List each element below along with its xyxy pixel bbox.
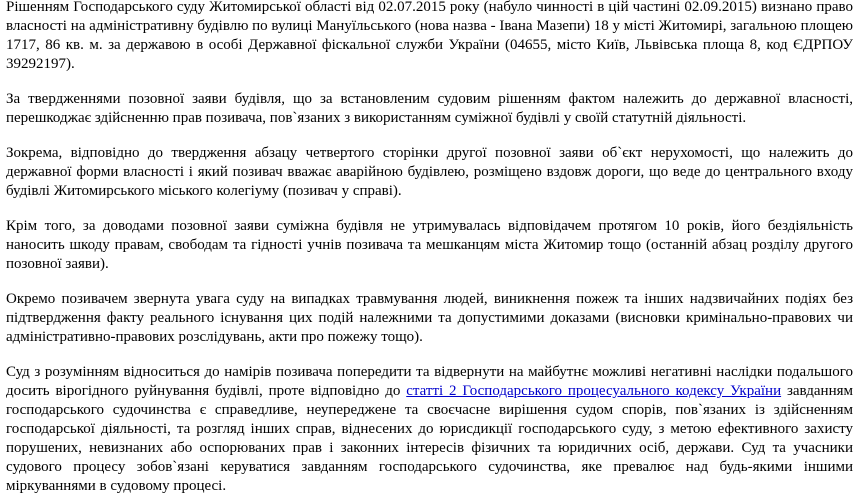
paragraph-6 [6,363,853,496]
paragraph-3: Зокрема, відповідно до твердження абзацу четвертого сторінки другої позовної заяви об`єкт нерухомості, що належить до державної форми власності і який позивач вважає аварійною будівлею, розміщено вздовж дороги, що веде до центрального входу будівлі Житомирського міського колегіуму (позивач у справі). [6,145,853,199]
paragraph-1: Рішенням Господарського суду Житомирської області від 02.07.2015 року (набуло чинності в цій частині 02.09.2015) визнано право власності на адміністративну будівлю по вулиці Мануїльського (нова назва - Івана Мазепи) 18 у місті Житомирі, загальною площею 1717, 86 кв. м. за державою в особі Державної фіскальної служби України (04655, місто Київ, Львівська площа 8, код ЄДРПОУ 39292197). [6,0,853,72]
law-article-link[interactable]: статті 2 Господарського процесуального кодексу України [406,383,782,399]
paragraph-6-text-after: завданням господарського судочинства є справедливе, неупереджене та своєчасне вирішення судом спорів, пов`язаних із здійсненням господарської діяльності, та розгляд інших справ, віднесених до юрисдикції господарського суду, з метою ефективного захисту порушених, невизнаних або оспорюваних прав і законних інтересів фізичних та юридичних осіб, держави. Суд та учасники судового процесу зобов`язані керуватися завданням господарського судочинства, яке превалює над будь-якими іншими міркуваннями в судовому процесі. [6,383,853,494]
paragraph-5: Окремо позивачем звернута увага суду на випадках травмування людей, виникнення пожеж та інших надзвичайних подіях без підтвердження факту реального існування цих подій належними та допустимими доказами (висновки кримінально-правових чи адміністративно-правових розслідувань, акти про пожежу тощо). [6,291,853,345]
paragraph-2: За твердженнями позовної заяви будівля, що за встановленим судовим рішенням фактом належить до державної власності, перешкоджає здійсненню прав позивача, пов`язаних з використанням суміжної будівлі у своїй статутній діяльності. [6,91,853,126]
paragraph-4: Крім того, за доводами позовної заяви суміжна будівля не утримувалась відповідачем протягом 10 років, його бездіяльність наносить шкоду правам, свободам та гідності учнів позивача та мешканцям міста Житомир тощо (останній абзац розділу другого позовної заяви). [6,218,853,272]
paragraph-6-text-before: Суд з розумінням відноситься до намірів позивача попередити та відвернути на майбутнє можливі негативні наслідки подальшого досить вірогідного руйнування будівлі, проте відповідно до [6,364,853,399]
